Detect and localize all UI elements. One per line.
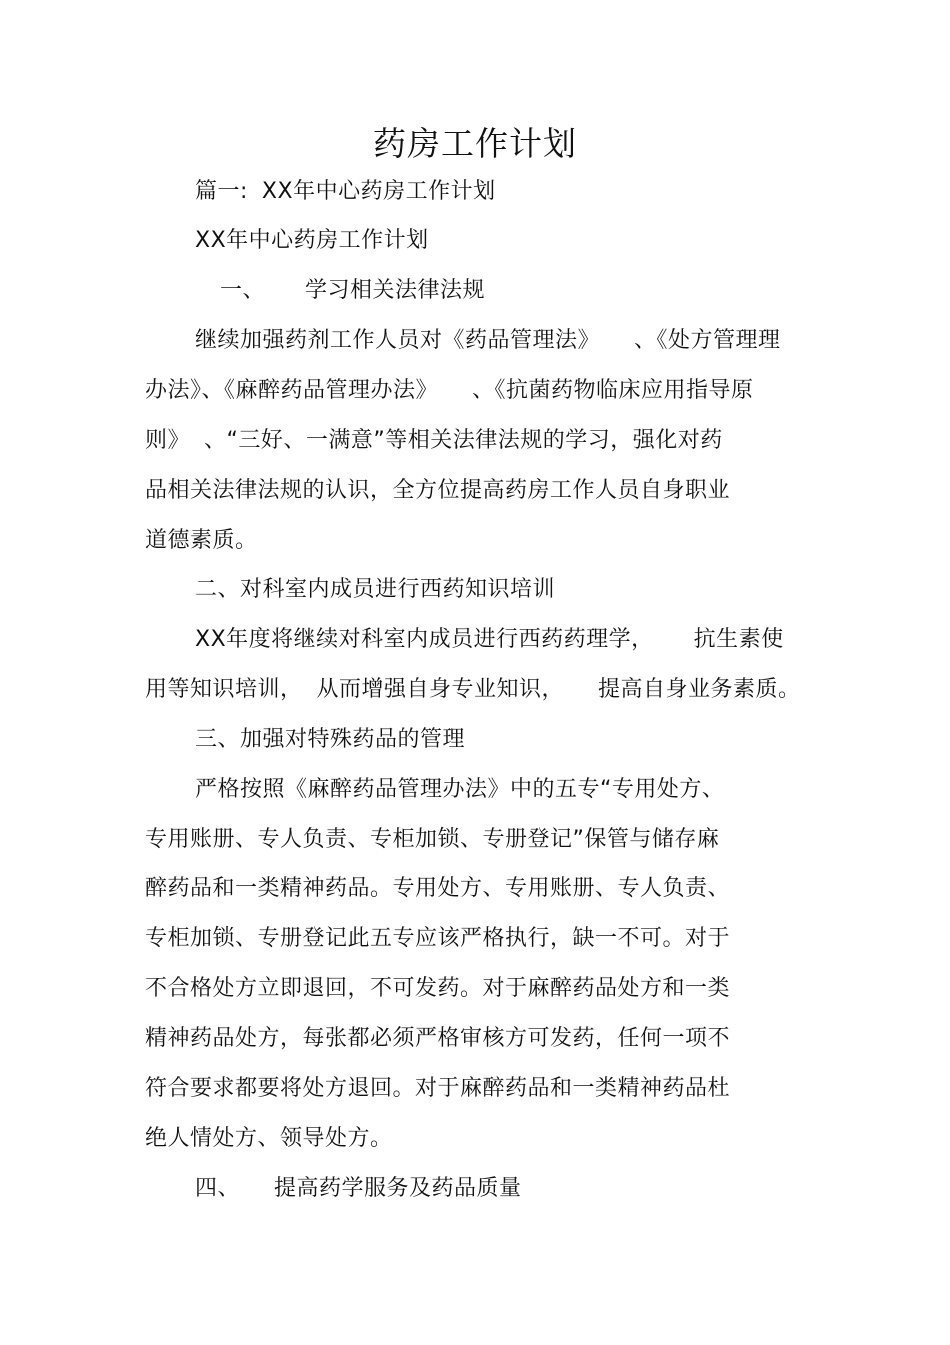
section-subtitle: XX年中心药房工作计划	[195, 228, 429, 253]
text-segment: 、《抗菌药物临床应用指导原	[472, 378, 754, 403]
paragraph-3-line-3: 醉药品和一类精神药品。专用处方、专用账册、专人负责、	[145, 876, 731, 901]
heading-4-text: 提高药学服务及药品质量	[274, 1176, 522, 1201]
heading-1	[220, 276, 485, 306]
heading-3: 三、加强对特殊药品的管理	[195, 727, 466, 752]
heading-4	[195, 1174, 522, 1204]
chapter-title: XX年中心药房工作计划	[261, 179, 496, 204]
paragraph-1-line-2	[145, 376, 754, 406]
paragraph-2-line-2	[145, 675, 801, 705]
text-segment: 抗生素使	[693, 627, 784, 652]
paragraph-3-line-2: 专用账册、专人负责、专柜加锁、专册登记”保管与储存麻	[145, 827, 720, 852]
paragraph-3-line-8: 绝人情处方、领导处方。	[145, 1126, 393, 1151]
chapter-label: 篇一:	[195, 179, 248, 204]
text-segment: 、《处方管理理	[634, 328, 781, 353]
paragraph-3-line-7: 符合要求都要将处方退回。对于麻醉药品和一类精神药品杜	[145, 1076, 731, 1101]
paragraph-2-line-1	[195, 625, 784, 655]
paragraph-3-line-1: 严格按照《麻醉药品管理办法》中的五专“专用处方、	[195, 777, 725, 802]
text-segment: 、“三好、一满意”等相关法律法规的学习，强化对药	[204, 428, 723, 453]
paragraph-1-line-3	[145, 426, 723, 456]
chapter-heading	[195, 177, 496, 207]
paragraph-3-line-6: 精神药品处方，每张都必须严格审核方可发药，任何一项不	[145, 1026, 731, 1051]
paragraph-1-line-4: 品相关法律法规的认识，全方位提高药房工作人员自身职业	[145, 478, 731, 503]
heading-1-text: 学习相关法律法规	[305, 278, 486, 303]
text-segment: 用等知识培训，	[145, 677, 303, 702]
paragraph-3-line-4: 专柜加锁、专册登记此五专应该严格执行，缺一不可。对于	[145, 926, 731, 951]
paragraph-3-line-5: 不合格处方立即退回，不可发药。对于麻醉药品处方和一类	[145, 976, 731, 1001]
text-segment: 提高自身业务素质。	[598, 677, 801, 702]
heading-2: 二、对科室内成员进行西药知识培训	[195, 577, 556, 602]
paragraph-1-line-5: 道德素质。	[145, 528, 258, 553]
text-segment: 继续加强药剂工作人员对《药品管理法》	[195, 328, 601, 353]
text-segment: 从而增强自身专业知识，	[316, 677, 565, 702]
document-title: 药房工作计划	[373, 124, 577, 163]
text-segment: 办法》、《麻醉药品管理办法》	[145, 378, 439, 403]
text-segment: 则》	[145, 428, 191, 453]
paragraph-1-line-1	[195, 326, 781, 356]
text-segment: XX年度将继续对科室内成员进行西药药理学，	[195, 627, 654, 652]
heading-1-number: 一、	[220, 278, 266, 303]
heading-4-number: 四、	[195, 1176, 241, 1201]
